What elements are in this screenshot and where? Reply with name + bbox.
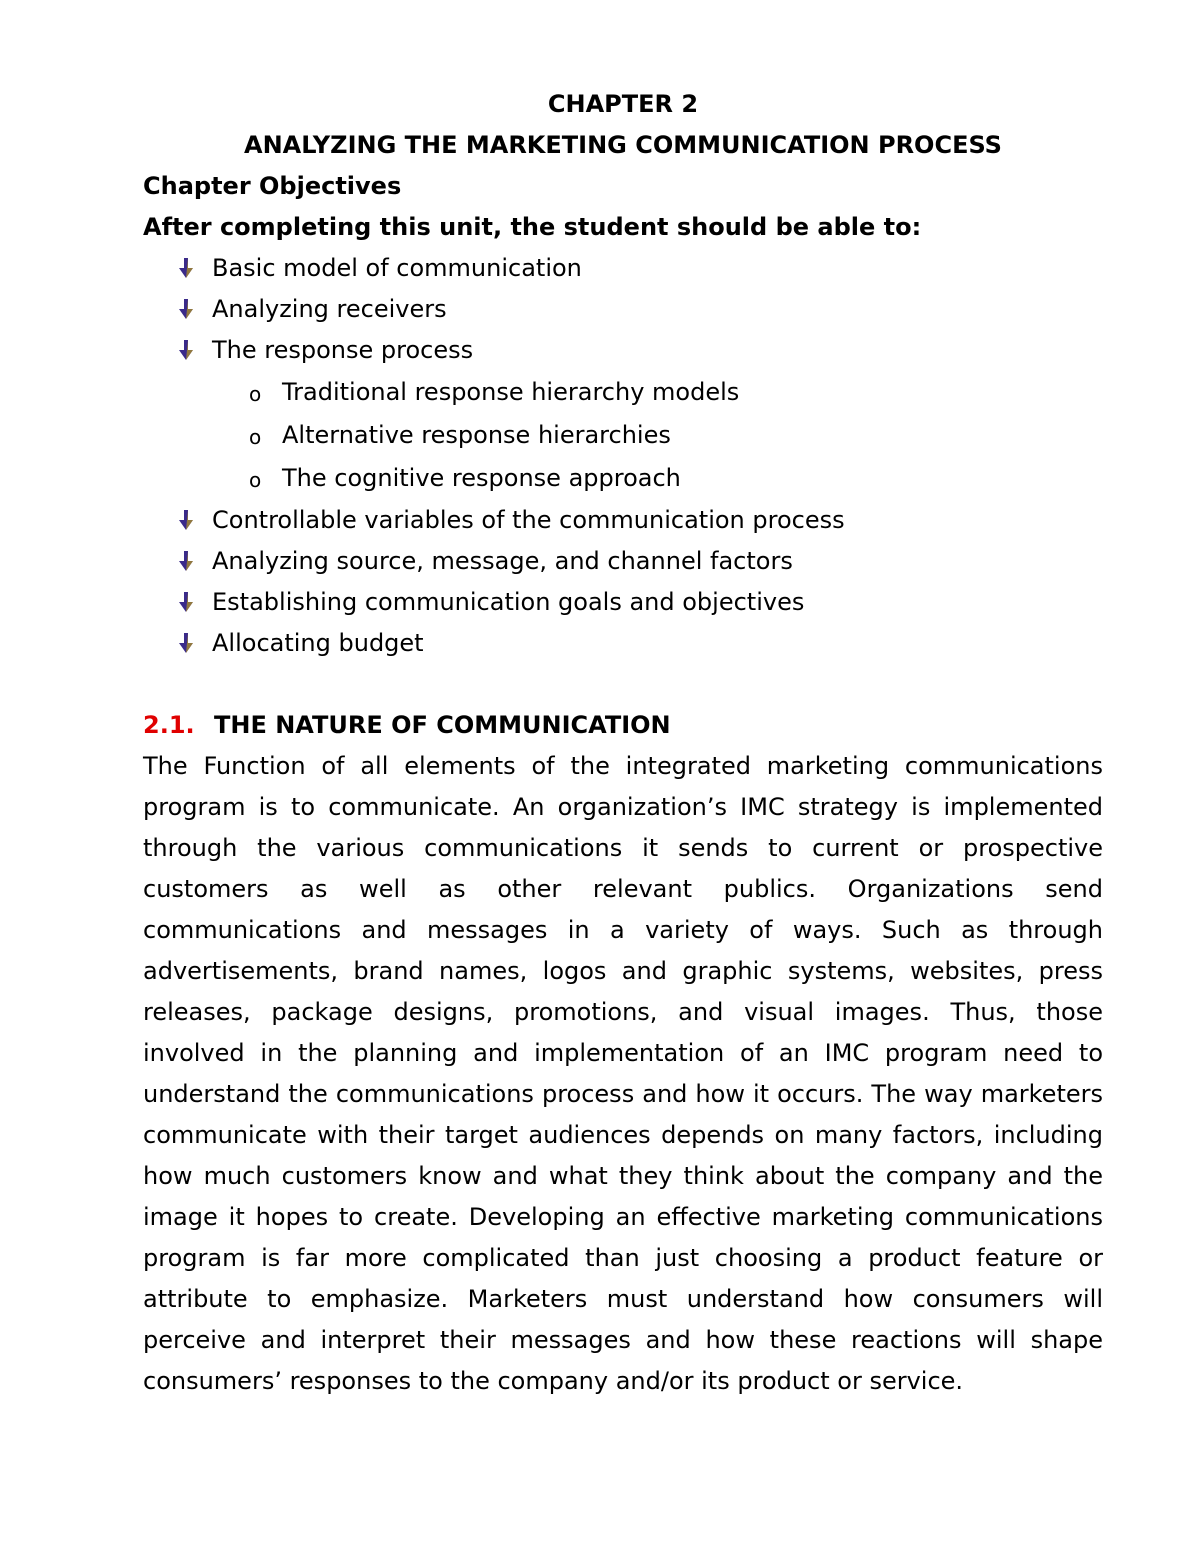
sub-list-item-label: Traditional response hierarchy models (282, 378, 740, 406)
section-title: THE NATURE OF COMMUNICATION (214, 711, 671, 739)
list-item (143, 248, 1103, 289)
list-item (143, 500, 1103, 541)
sub-list-item (143, 457, 1103, 500)
list-item-label: Analyzing receivers (212, 295, 447, 323)
arrow-down-bullet-icon (179, 340, 193, 360)
chapter-title: ANALYZING THE MARKETING COMMUNICATION PROCESS (244, 131, 1002, 159)
list-item-label: The response process (212, 336, 474, 364)
arrow-down-bullet-icon (179, 510, 193, 530)
list-item-label: Basic model of communication (212, 254, 582, 282)
sub-list-item-label: Alternative response hierarchies (282, 421, 671, 449)
arrow-down-bullet-icon (179, 551, 193, 571)
list-item (143, 289, 1103, 330)
list-item (143, 623, 1103, 664)
circle-bullet-icon: o (249, 425, 262, 449)
body-paragraph: The Function of all elements of the integrated marketing communications program is to communicate. An organization’s IMC strategy is implemented through the various communications it sends to current or prospective customers as well as other relevant publics. Organizations send communications and messages in a variety of ways. Such as through advertisements, brand names, logos and graphic systems, websites, press releases, package designs, promotions, and visual images. Thus, those involved in the planning and implementation of an IMC program need to understand the communications process and how it occurs. The way marketers communicate with their target audiences depends on many factors, including how much customers know and what they think about the company and the image it hopes to create. Developing an effective marketing communications program is far more complicated than just choosing a product feature or attribute to emphasize. Marketers must understand how consumers will perceive and interpret their messages and how these reactions will shape consumers’ responses to the company and/or its product or service. (143, 752, 1103, 1395)
sub-list-item (143, 414, 1103, 457)
arrow-down-bullet-icon (179, 592, 193, 612)
circle-bullet-icon: o (249, 382, 262, 406)
objectives-heading: Chapter Objectives (143, 172, 402, 200)
section-heading (143, 705, 1103, 746)
chapter-number: CHAPTER 2 (547, 90, 699, 118)
sub-list-item-label: The cognitive response approach (282, 464, 681, 492)
circle-bullet-icon: o (249, 468, 262, 492)
blank-line (143, 664, 1103, 705)
list-item (143, 541, 1103, 582)
arrow-down-bullet-icon (179, 299, 193, 319)
list-item (143, 582, 1103, 623)
objectives-list (143, 248, 1103, 664)
document-page (143, 84, 1103, 1402)
arrow-down-bullet-icon (179, 258, 193, 278)
arrow-down-bullet-icon (179, 633, 193, 653)
objectives-intro: After completing this unit, the student should be able to: (143, 213, 922, 241)
list-item-label: Analyzing source, message, and channel factors (212, 547, 793, 575)
sub-list-item (143, 371, 1103, 414)
list-item-label: Allocating budget (212, 629, 424, 657)
list-item (143, 330, 1103, 371)
list-item-label: Establishing communication goals and objectives (212, 588, 805, 616)
list-item-label: Controllable variables of the communication process (212, 506, 845, 534)
section-number: 2.1. (143, 711, 195, 739)
